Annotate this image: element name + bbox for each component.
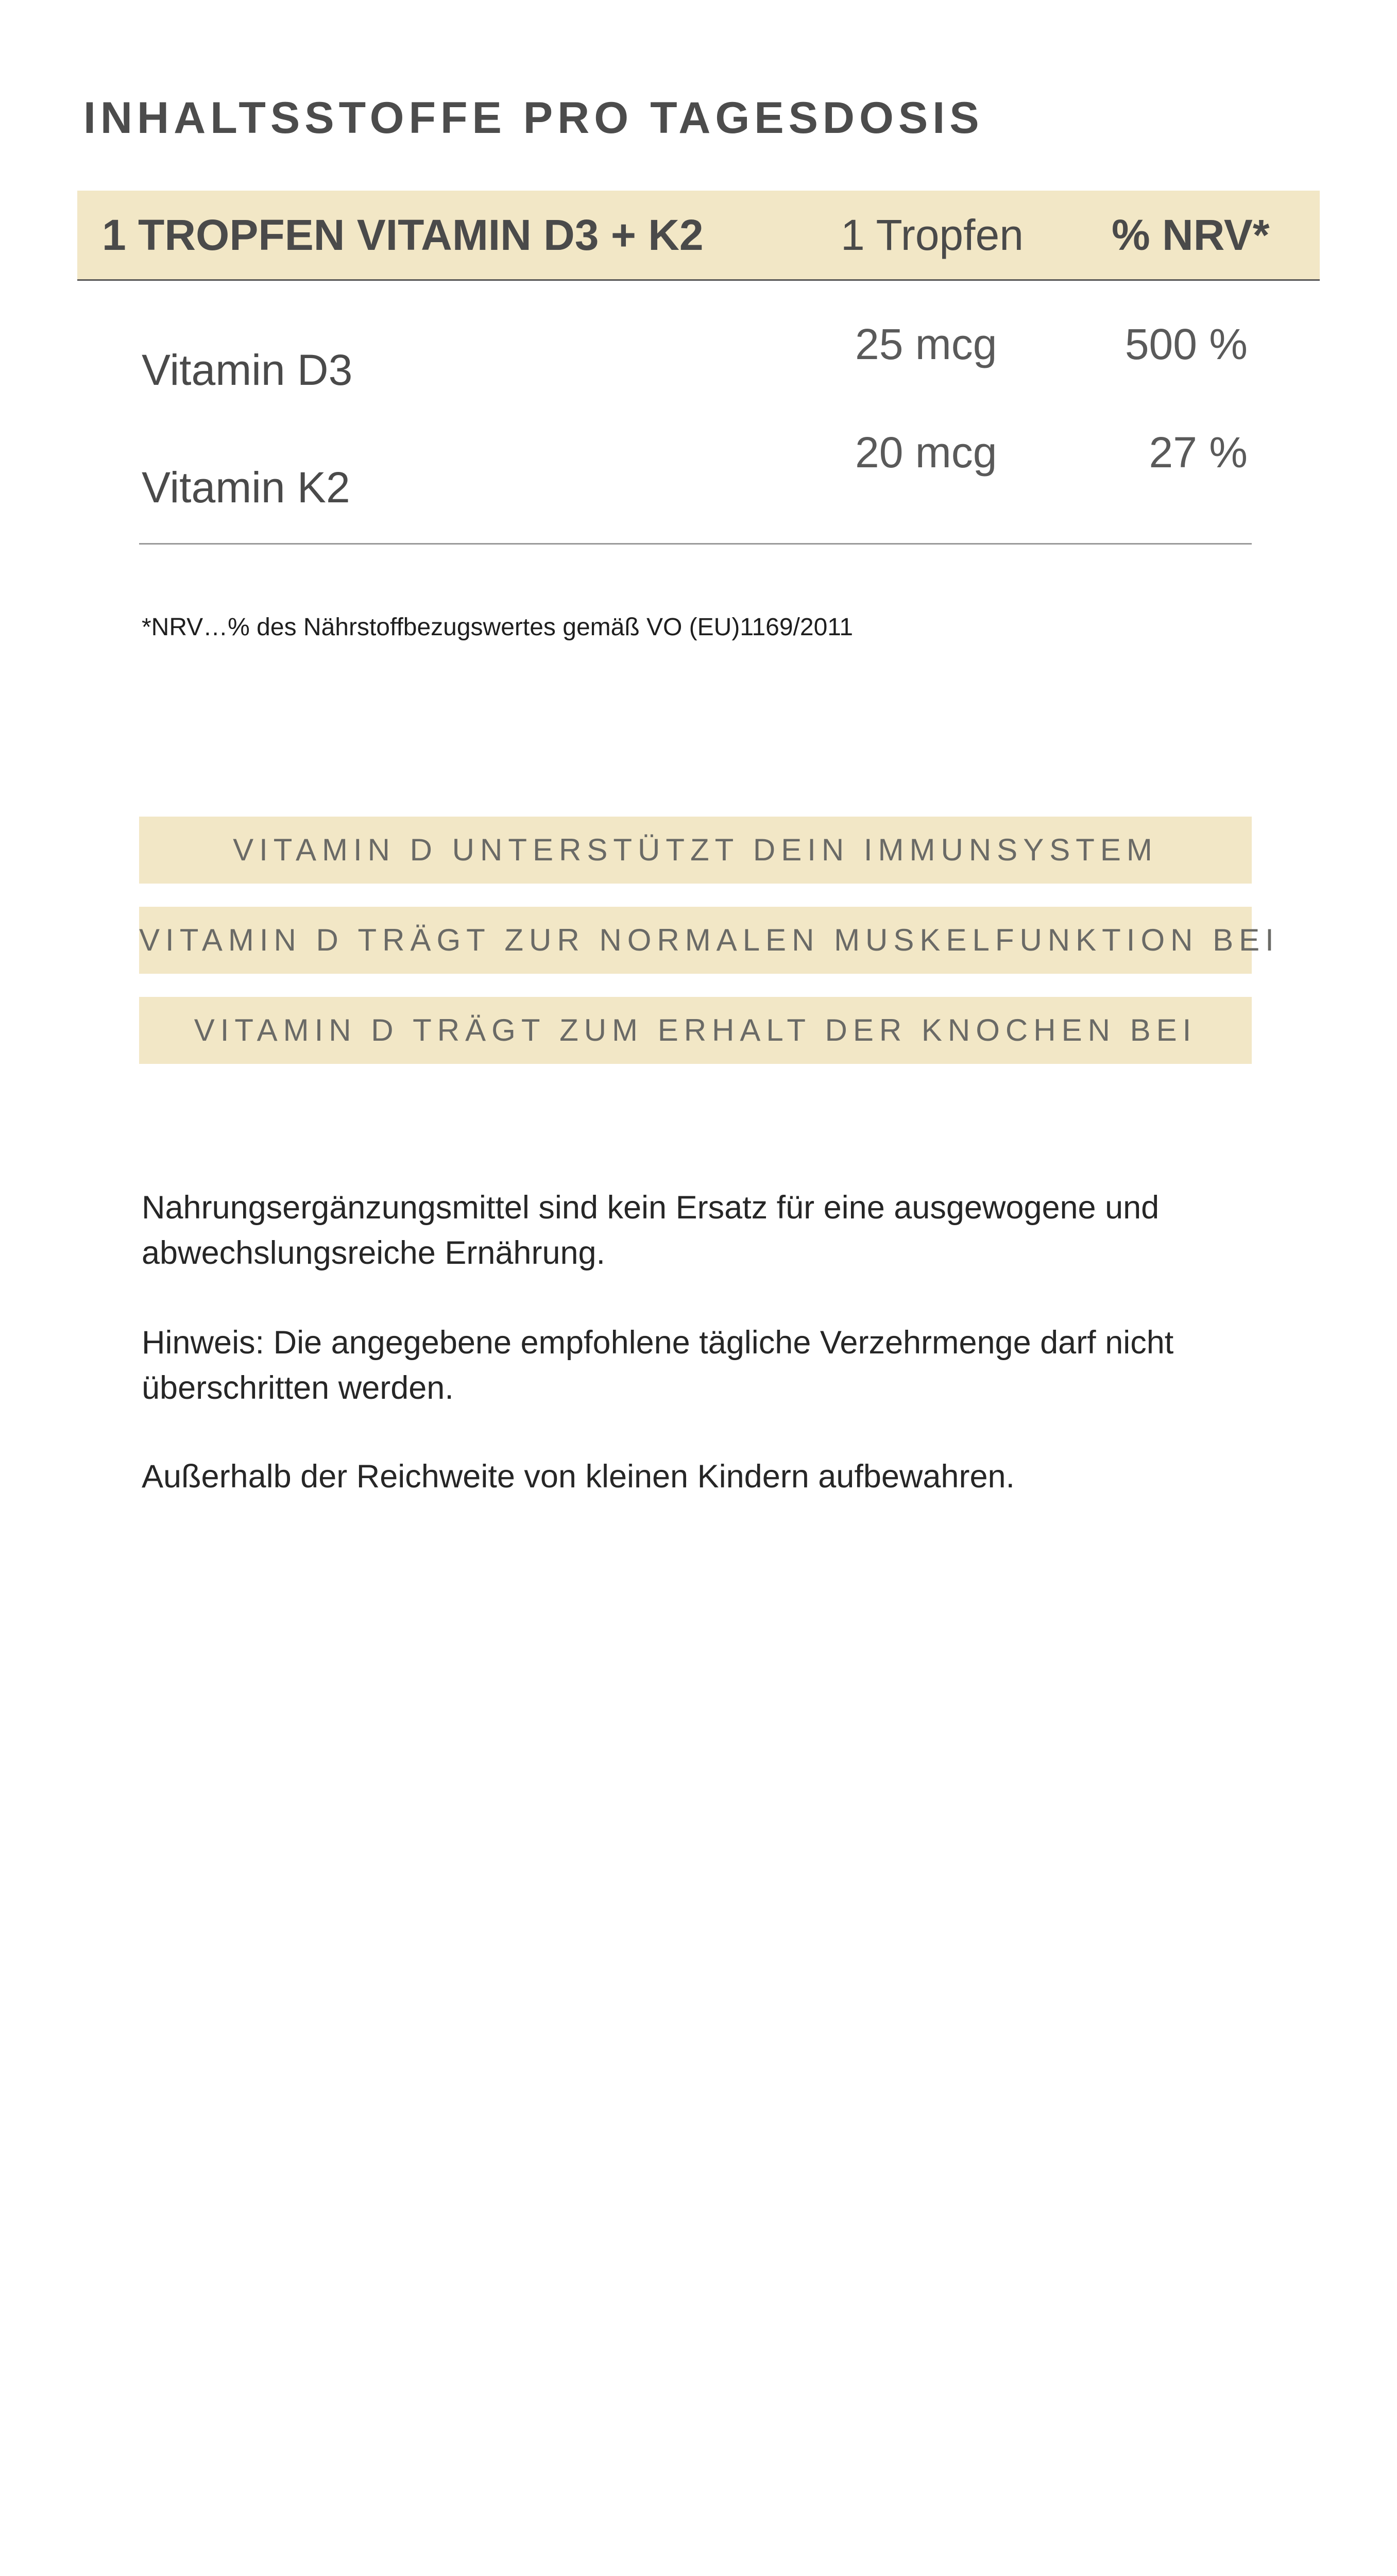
claim-immune-system: VITAMIN D UNTERSTÜTZT DEIN IMMUNSYSTEM <box>139 817 1252 884</box>
claim-muscle-function: VITAMIN D TRÄGT ZUR NORMALEN MUSKELFUNKTION BEI <box>139 907 1252 974</box>
section-title: INHALTSSTOFFE PRO TAGESDOSIS <box>83 93 984 143</box>
nutrition-table-header <box>77 191 1320 281</box>
table-divider <box>139 543 1252 545</box>
row-vitamin-k2-nrv: 27 % <box>1149 428 1248 477</box>
note-daily-dose: Hinweis: Die angegebene empfohlene tägliche Verzehrmenge darf nicht überschritten werden. <box>142 1325 1174 1406</box>
row-vitamin-d3-amount: 25 mcg <box>855 320 997 368</box>
row-vitamin-d3-nrv: 500 % <box>1125 320 1248 368</box>
row-vitamin-d3-name: Vitamin D3 <box>142 346 353 394</box>
claim-bones: VITAMIN D TRÄGT ZUM ERHALT DER KNOCHEN BEI <box>139 997 1252 1064</box>
row-vitamin-k2-amount: 20 mcg <box>855 428 997 477</box>
note-balanced-diet: Nahrungsergänzungsmittel sind kein Ersatz für eine ausgewogene und abwechslungsreiche Ernährung. <box>142 1190 1160 1271</box>
note-keep-away-children: Außerhalb der Reichweite von kleinen Kindern aufbewahren. <box>142 1459 1015 1495</box>
nrv-footnote: *NRV…% des Nährstoffbezugswertes gemäß VO (EU)1169/2011 <box>142 614 854 641</box>
header-nrv: % NRV* <box>1112 211 1270 259</box>
header-product: 1 TROPFEN VITAMIN D3 + K2 <box>102 211 704 259</box>
header-amount: 1 Tropfen <box>841 211 1024 259</box>
row-vitamin-k2-name: Vitamin K2 <box>142 463 350 512</box>
